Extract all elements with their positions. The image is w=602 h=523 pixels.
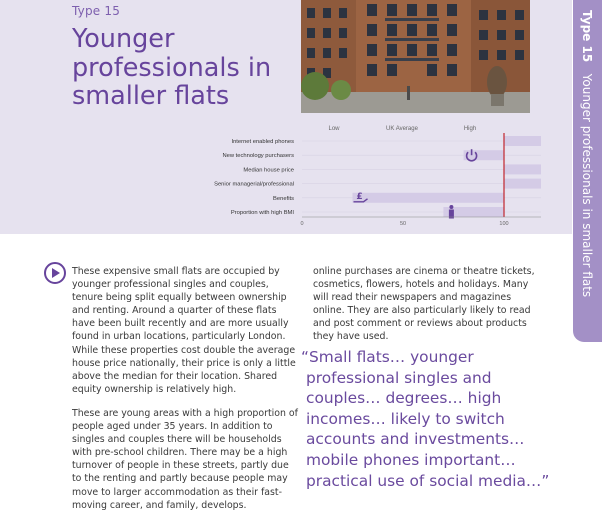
quote-line-7: practical use of social media…” [306, 471, 550, 490]
quote-line-4: incomes… likely to switch [306, 409, 505, 428]
scale-label-high: High [463, 126, 477, 132]
pull-quote [301, 347, 550, 491]
person-icon [449, 205, 454, 219]
bar-label: Benefits [273, 195, 294, 202]
x-tick-label: 100 [499, 221, 509, 227]
bar [353, 193, 505, 203]
body-paragraph-2: These are young areas with a high proportion of people aged under 35 years. In addition to singles and couples there will be households with pre-school children. There may be a high turnover of people in these streets, partly due to the renting and partly because people may move to larger accommodation as their fast-moving career, and family, develops. [72, 407, 298, 511]
bar [504, 136, 541, 146]
x-tick-label: 50 [399, 221, 407, 227]
bar-label: Senior managerial/professional [214, 181, 294, 188]
profile-bar-chart [196, 117, 541, 233]
scale-label-low: Low [328, 126, 340, 132]
scale-label-average: UK Average [386, 126, 418, 132]
x-tick-label: 0 [300, 221, 304, 227]
side-tab-text [580, 10, 594, 297]
quote-line-3: couples… degrees… high [306, 389, 502, 408]
bar [464, 150, 504, 160]
body-column-2: online purchases are cinema or theatre tickets, cosmetics, flowers, hotels and holidays. Many will read their newspapers and magazines online. They are also particularly likely to read and post comment or reviews about products they have used. [313, 266, 535, 343]
svg-text:£: £ [356, 191, 363, 202]
quote-line-1: “Small flats… younger [301, 348, 474, 366]
bar [504, 164, 541, 174]
title-line-2: professionals in [72, 52, 272, 83]
side-tab-title: Younger professionals in smaller flats [580, 73, 594, 298]
quote-line-6: mobile phones important… [306, 450, 516, 469]
building-photo [301, 0, 530, 113]
body-paragraph-1: These expensive small flats are occupied by younger professional singles and couples, tenure being split equally between ownership and renting. Around a quarter of these flats have been built recently and are more usually found in urban locations, particularly London. While these properties cost double the average house price nationally, their price is only a little above the median for their location. Shared equity ownership is relatively high. [72, 266, 296, 395]
bar-label: New technology purchasers [222, 153, 294, 160]
type-label: Type 15 [72, 4, 121, 18]
play-circle-icon [44, 262, 66, 284]
quote-line-2: professional singles and [306, 368, 492, 387]
bar-label: Internet enabled phones [231, 139, 294, 145]
bar [504, 179, 541, 189]
page-title [72, 25, 302, 111]
quote-line-5: accounts and investments… [306, 430, 525, 449]
body-column-1 [72, 265, 298, 523]
side-tab-number: Type 15 [580, 10, 594, 63]
title-line-3: smaller flats [72, 81, 230, 111]
title-line-1: Younger [72, 24, 175, 54]
bar-label: Median house price [243, 167, 294, 174]
bar-label: Proportion with high BMI [230, 210, 294, 216]
